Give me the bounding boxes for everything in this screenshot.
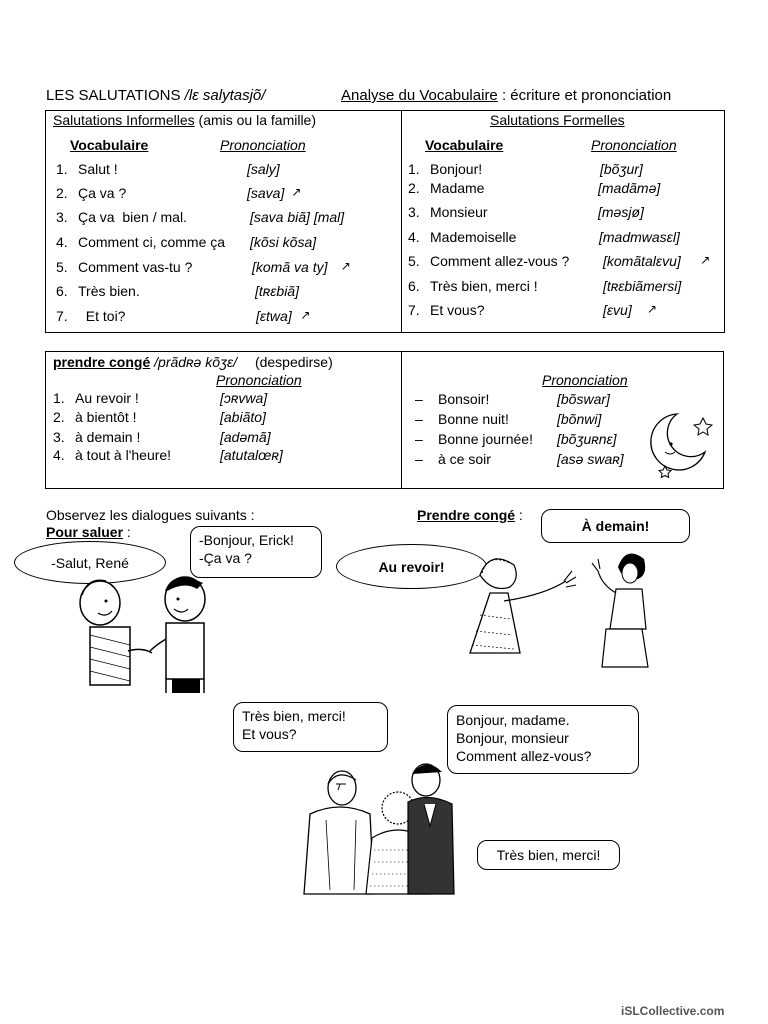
informal-col-pron: Prononciation bbox=[220, 137, 306, 153]
item-number: 5. bbox=[56, 259, 68, 275]
dash: – bbox=[415, 411, 423, 427]
formal-col-vocab: Vocabulaire bbox=[425, 137, 504, 153]
speech-salut-text: -Salut, René bbox=[51, 554, 129, 571]
speech-bubble-tres-bien-merci bbox=[477, 840, 620, 870]
leave-divider bbox=[401, 351, 402, 488]
vocab-word: Au revoir ! bbox=[75, 390, 139, 406]
item-number: 4. bbox=[408, 229, 420, 245]
speech-bonjour-erick-line1: -Bonjour, Erick! bbox=[199, 532, 294, 548]
vocab-word: à tout à l'heure! bbox=[75, 447, 172, 463]
pronunciation: [məsjø] bbox=[598, 204, 644, 220]
pronunciation: [abiãto] bbox=[220, 409, 266, 425]
dialogues-intro: Observez les dialogues suivants : bbox=[46, 507, 255, 523]
pronunciation: [adəmã] bbox=[220, 429, 271, 445]
pour-saluer-label bbox=[46, 524, 131, 540]
rising-intonation-arrow: ↗ bbox=[647, 302, 658, 316]
prendre-conge-colon: : bbox=[515, 507, 523, 523]
pronunciation: [bõʒuʀnɛ] bbox=[557, 431, 617, 447]
vocab-word: Madame bbox=[430, 180, 485, 196]
rising-intonation-arrow: ↗ bbox=[340, 259, 351, 273]
vocab-word: Comment vas-tu ? bbox=[78, 259, 193, 275]
rising-intonation-arrow: ↗ bbox=[700, 253, 711, 267]
item-number: 4. bbox=[53, 447, 65, 463]
pour-saluer-colon: : bbox=[123, 524, 131, 540]
leave-heading bbox=[53, 354, 333, 370]
pronunciation: [kõsi kõsa] bbox=[250, 234, 317, 250]
analysis-rest: : écriture et prononciation bbox=[497, 87, 672, 104]
pronunciation: [bõswar] bbox=[557, 391, 610, 407]
item-number: 3. bbox=[53, 429, 65, 445]
leave-right-col-pron: Prononciation bbox=[542, 372, 628, 388]
pronunciation: [ɔʀvwa] bbox=[220, 390, 268, 406]
item-number: 2. bbox=[408, 180, 420, 196]
vocab-word: Et vous? bbox=[430, 302, 485, 318]
vocab-word: Bonne journée! bbox=[438, 431, 533, 447]
speech-bonjour-madame-line2: Bonjour, monsieur bbox=[456, 730, 569, 746]
leave-heading-text: prendre congé bbox=[53, 354, 151, 370]
pronunciation: [tʀɛbiã] bbox=[255, 283, 299, 299]
pour-saluer-text: Pour saluer bbox=[46, 524, 124, 540]
vocab-word: Salut ! bbox=[78, 161, 118, 177]
analysis-heading bbox=[341, 87, 671, 104]
page-title bbox=[46, 87, 265, 104]
vocab-word: Très bien. bbox=[78, 283, 140, 299]
prendre-conge-text: Prendre congé bbox=[417, 507, 516, 523]
dash: – bbox=[415, 431, 423, 447]
moon-stars-icon bbox=[645, 408, 715, 478]
vocab-word: Bonne nuit! bbox=[438, 411, 509, 427]
item-number: 1. bbox=[56, 161, 68, 177]
pronunciation: [komã va ty] bbox=[252, 259, 328, 275]
item-number: 3. bbox=[56, 209, 68, 225]
handshake-illustration bbox=[70, 575, 230, 695]
vocab-word: Comment ci, comme ça bbox=[78, 234, 226, 250]
pronunciation: [bõnwi] bbox=[557, 411, 602, 427]
pronunciation: [sava biã] [mal] bbox=[250, 209, 345, 225]
item-number: 6. bbox=[56, 283, 68, 299]
pronunciation: [madmwasɛl] bbox=[599, 229, 680, 245]
item-number: 4. bbox=[56, 234, 68, 250]
speech-tres-bien-line2: Et vous? bbox=[242, 726, 297, 742]
vocab-word: Bonsoir! bbox=[438, 391, 490, 407]
item-number: 1. bbox=[408, 161, 420, 177]
informal-heading-note: (amis ou la famille) bbox=[194, 112, 317, 128]
pronunciation: [bõʒur] bbox=[600, 161, 643, 177]
speech-bonjour-erick-line2: -Ça va ? bbox=[199, 550, 252, 566]
pronunciation: [saly] bbox=[247, 161, 280, 177]
item-number: 5. bbox=[408, 253, 420, 269]
speech-bonjour-madame-line1: Bonjour, madame. bbox=[456, 712, 570, 728]
title-text: LES SALUTATIONS bbox=[46, 87, 181, 104]
item-number: 6. bbox=[408, 278, 420, 294]
vocab-word: Ça va ? bbox=[78, 185, 127, 201]
speech-bubble-a-demain bbox=[541, 509, 690, 543]
leave-heading-note: (despedirse) bbox=[254, 354, 333, 370]
item-number: 7. bbox=[408, 302, 420, 318]
waving-women-illustration bbox=[440, 545, 670, 675]
watermark: iSLCollective.com bbox=[621, 1004, 725, 1018]
pronunciation: [madãmə] bbox=[598, 180, 661, 196]
speech-bubble-tres-bien-et-vous bbox=[233, 702, 388, 752]
vocab-word: Mademoiselle bbox=[430, 229, 517, 245]
item-number: 1. bbox=[53, 390, 65, 406]
leave-heading-ipa: /prãdʀə kõʒɛ/ bbox=[150, 354, 238, 370]
informal-heading-text: Salutations Informelles bbox=[53, 112, 195, 128]
pronunciation: [komãtalɛvu] bbox=[603, 253, 681, 269]
item-number: 2. bbox=[56, 185, 68, 201]
title-ipa: /lɛ salytasjõ/ bbox=[184, 87, 266, 104]
pronunciation: [ɛtwa] bbox=[256, 308, 292, 324]
rising-intonation-arrow: ↗ bbox=[291, 185, 302, 199]
pronunciation: [asə swaʀ] bbox=[557, 451, 624, 467]
vocab-word: Monsieur bbox=[430, 204, 488, 220]
vocab-word: Ça va bien / mal. bbox=[78, 209, 187, 225]
vocab-word: Très bien, merci ! bbox=[430, 278, 538, 294]
speech-tres-bien-line1: Très bien, merci! bbox=[242, 708, 346, 724]
speech-bubble-bonjour-erick bbox=[190, 526, 322, 578]
formal-col-pron: Prononciation bbox=[591, 137, 677, 153]
vocab-word: à bientôt ! bbox=[75, 409, 137, 425]
dash: – bbox=[415, 451, 423, 467]
pronunciation: [tʀɛbiãmersi] bbox=[603, 278, 682, 294]
formal-heading: Salutations Formelles bbox=[490, 112, 625, 128]
prendre-conge-label bbox=[417, 507, 523, 523]
speech-bonjour-madame-line3: Comment allez-vous? bbox=[456, 748, 592, 764]
table-divider bbox=[401, 110, 402, 332]
informal-col-vocab: Vocabulaire bbox=[70, 137, 149, 153]
item-number: 7. bbox=[56, 308, 68, 324]
vocab-word: Bonjour! bbox=[430, 161, 483, 177]
speech-a-demain-text: À demain! bbox=[581, 518, 650, 534]
rising-intonation-arrow: ↗ bbox=[300, 308, 311, 322]
pronunciation: [atutalœʀ] bbox=[220, 447, 283, 463]
item-number: 3. bbox=[408, 204, 420, 220]
pronunciation: [ɛvu] bbox=[603, 302, 632, 318]
pronunciation: [sava] bbox=[247, 185, 285, 201]
informal-heading bbox=[53, 112, 316, 128]
speech-au-revoir-text: Au revoir! bbox=[378, 558, 445, 575]
vocab-word: Comment allez-vous ? bbox=[430, 253, 570, 269]
item-number: 2. bbox=[53, 409, 65, 425]
speech-tres-bien-merci-text: Très bien, merci! bbox=[496, 847, 601, 863]
vocab-word: Et toi? bbox=[78, 308, 126, 324]
vocab-word: à ce soir bbox=[438, 451, 491, 467]
adults-greeting-illustration bbox=[290, 760, 480, 895]
leave-col-pron: Prononciation bbox=[216, 372, 302, 388]
vocab-word: à demain ! bbox=[75, 429, 141, 445]
dash: – bbox=[415, 391, 423, 407]
analysis-label: Analyse du Vocabulaire bbox=[341, 87, 498, 104]
